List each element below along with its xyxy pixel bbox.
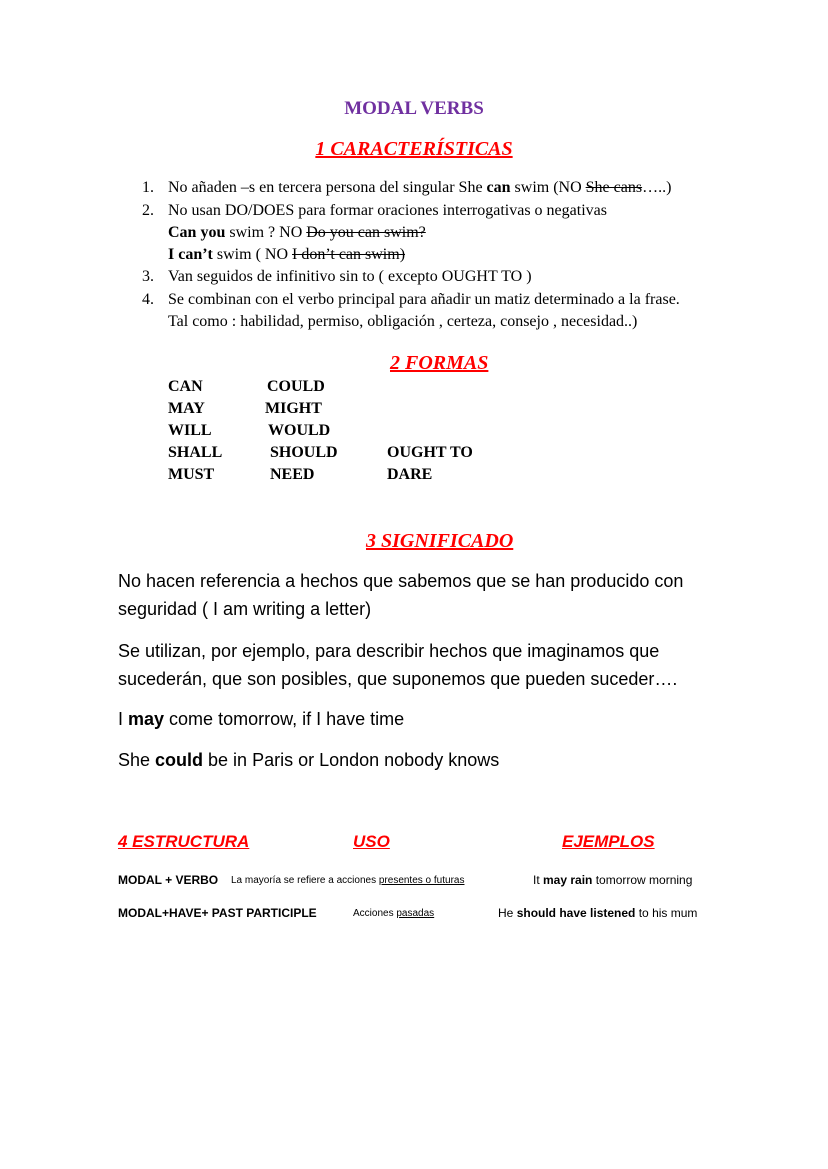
paragraph-line: seguridad ( I am writing a letter) xyxy=(118,599,372,619)
page-title: MODAL VERBS xyxy=(344,98,484,119)
list-item-number: 1. xyxy=(142,179,154,196)
table-cell-ejemplo: It may rain tomorrow morning xyxy=(533,873,693,887)
form-cell: DARE xyxy=(387,466,433,483)
column-header-estructura: 4 ESTRUCTURA xyxy=(118,832,250,851)
table-cell-estructura: MODAL + VERBO xyxy=(118,873,219,887)
form-cell: MAY xyxy=(168,400,205,417)
form-cell: OUGHT TO xyxy=(387,444,473,461)
example-sentence: She could be in Paris or London nobody knows xyxy=(118,750,500,770)
list-item: No usan DO/DOES para formar oraciones interrogativas o negativas xyxy=(168,202,607,219)
form-cell: CAN xyxy=(168,378,203,395)
list-item-example: I can’t swim ( NO I don’t can swim) xyxy=(168,246,406,263)
form-cell: WOULD xyxy=(268,422,331,439)
form-cell: WILL xyxy=(168,422,212,439)
table-cell-uso: La mayoría se refiere a acciones presentes o futuras xyxy=(231,875,465,886)
list-item: No añaden –s en tercera persona del singular She can swim (NO She cans…..) xyxy=(168,179,672,196)
form-cell: SHOULD xyxy=(270,444,338,461)
table-cell-ejemplo: He should have listened to his mum xyxy=(498,906,698,920)
list-item: Se combinan con el verbo principal para añadir un matiz determinado a la frase. xyxy=(168,291,680,308)
column-header-uso: USO xyxy=(353,832,390,851)
paragraph-line: Se utilizan, por ejemplo, para describir hechos que imaginamos que xyxy=(118,641,660,661)
list-item-number: 4. xyxy=(142,291,154,308)
table-cell-uso: Acciones pasadas xyxy=(353,908,435,919)
section1-heading: 1 CARACTERÍSTICAS xyxy=(315,138,513,160)
column-header-ejemplos: EJEMPLOS xyxy=(562,832,655,851)
form-cell: COULD xyxy=(267,378,325,395)
list-item-continuation: Tal como : habilidad, permiso, obligación , certeza, consejo , necesidad..) xyxy=(168,313,638,330)
form-cell: NEED xyxy=(270,466,315,483)
list-item-number: 2. xyxy=(142,202,154,219)
form-cell: MIGHT xyxy=(265,400,322,417)
example-sentence: I may come tomorrow, if I have time xyxy=(118,709,405,729)
section2-heading: 2 FORMAS xyxy=(390,352,489,374)
form-cell: SHALL xyxy=(168,444,223,461)
list-item: Van seguidos de infinitivo sin to ( excepto OUGHT TO ) xyxy=(168,268,532,285)
list-item-example: Can you swim ? NO Do you can swim? xyxy=(168,224,426,241)
table-cell-estructura: MODAL+HAVE+ PAST PARTICIPLE xyxy=(118,906,317,920)
form-cell: MUST xyxy=(168,466,215,483)
paragraph-line: No hacen referencia a hechos que sabemos que se han producido con xyxy=(118,571,684,591)
section3-heading: 3 SIGNIFICADO xyxy=(366,530,514,552)
paragraph-line: sucederán, que son posibles, que suponemos que pueden suceder…. xyxy=(118,669,678,689)
list-item-number: 3. xyxy=(142,268,154,285)
